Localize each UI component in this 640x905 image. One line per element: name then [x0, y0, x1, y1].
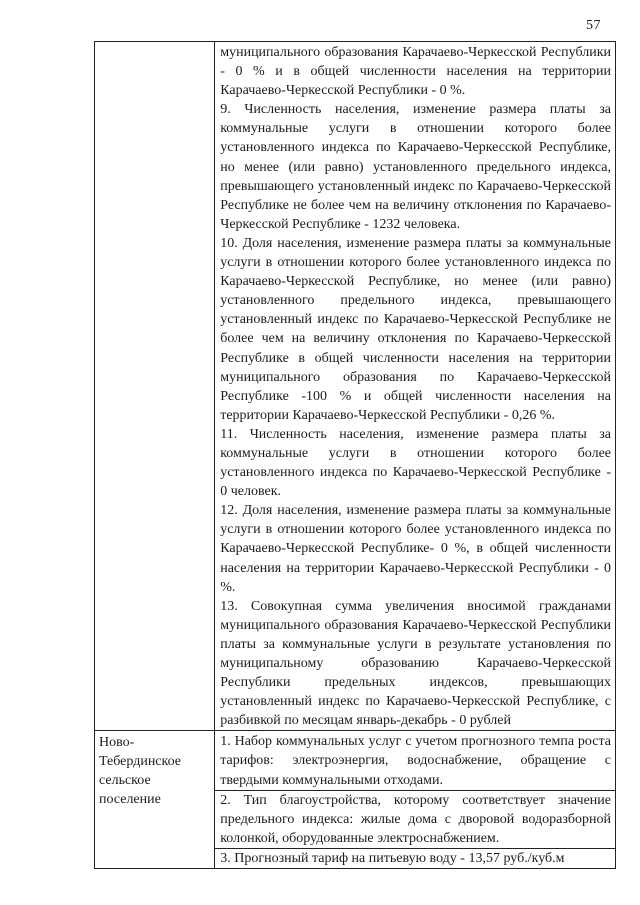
table-cell-indicators	[215, 42, 616, 731]
document-table	[94, 41, 616, 869]
indicator-paragraph: 1. Набор коммунальных услуг с учетом прогнозного темпа роста тарифов: электроэнергия, водоснабжение, обращение с твердыми коммунальными отходами.	[215, 732, 615, 790]
indicator-paragraph: 9. Численность населения, изменение размера платы за коммунальные услуги в отношении которого более установленного индекса по Карачаево-Черкесской Республике, но менее (или равно) установленного предельного индекса, превышающего установленный индекс по Карачаево-Черкесской Республике не более чем на величину отклонения по Карачаево-Черкесской Республике - 1232 человека.	[220, 102, 611, 232]
table-cell-municipality	[95, 731, 215, 869]
municipality-name: Ново- Тебердинское сельское поселение	[99, 735, 181, 808]
indicator-paragraph: муниципального образования Карачаево-Черкесской Республики - 0 % и в общей численности населения на территории Карачаево-Черкесской Республики - 0 %.	[220, 45, 611, 99]
indicator-paragraph: 11. Численность населения, изменение размера платы за коммунальные услуги в отношении которого более установленного индекса по Карачаево-Черкесской Республике - 0 человек.	[220, 426, 611, 500]
table-cell-indicators	[215, 731, 616, 869]
indicator-paragraph: 12. Доля населения, изменение размера платы за коммунальные услуги в отношении которого более установленного индекса по Карачаево-Черкесской Республике- 0 %, в общей численности населения на территории Карачаево-Черкесской Республики - 0 %.	[220, 503, 611, 595]
table-cell-municipality	[95, 42, 215, 731]
indicator-paragraph: 3. Прогнозный тариф на питьевую воду - 13,57 руб./куб.м	[220, 850, 565, 866]
indicator-paragraph: 10. Доля населения, изменение размера платы за коммунальные услуги в отношении которого более установленного индекса по Карачаево-Черкесской Республике, но менее (или равно) установленного предельного индекса, превышающего установленный индекс по Карачаево-Черкесской Республике не более чем на величину отклонения по Карачаево-Черкесской Республике в общей численности населения на территории муниципального образования по Карачаево-Черкесской Республике -100 % и общей численности населения на территории Карачаево-Черкесской Республики - 0,26 %.	[220, 235, 611, 423]
indicator-paragraph: 13. Совокупная сумма увеличения вносимой гражданами муниципального образования Карачаево-Черкесской Республики платы за коммунальные услуги в результате установления по муниципальному образованию Карачаево-Черкесской Республики предельных индексов, превышающих установленный индекс по Карачаево-Черкесской Республике, с разбивкой по месяцам январь-декабрь - 0 рублей	[220, 598, 611, 729]
table-row	[95, 731, 616, 869]
page-number: 57	[586, 18, 601, 33]
indicator-paragraph: 2. Тип благоустройства, которому соответствует значение предельного индекса: жилые дома с дворовой водоразборной колонкой, оборудованные электроснабжением.	[215, 791, 615, 849]
table-row	[95, 42, 616, 731]
